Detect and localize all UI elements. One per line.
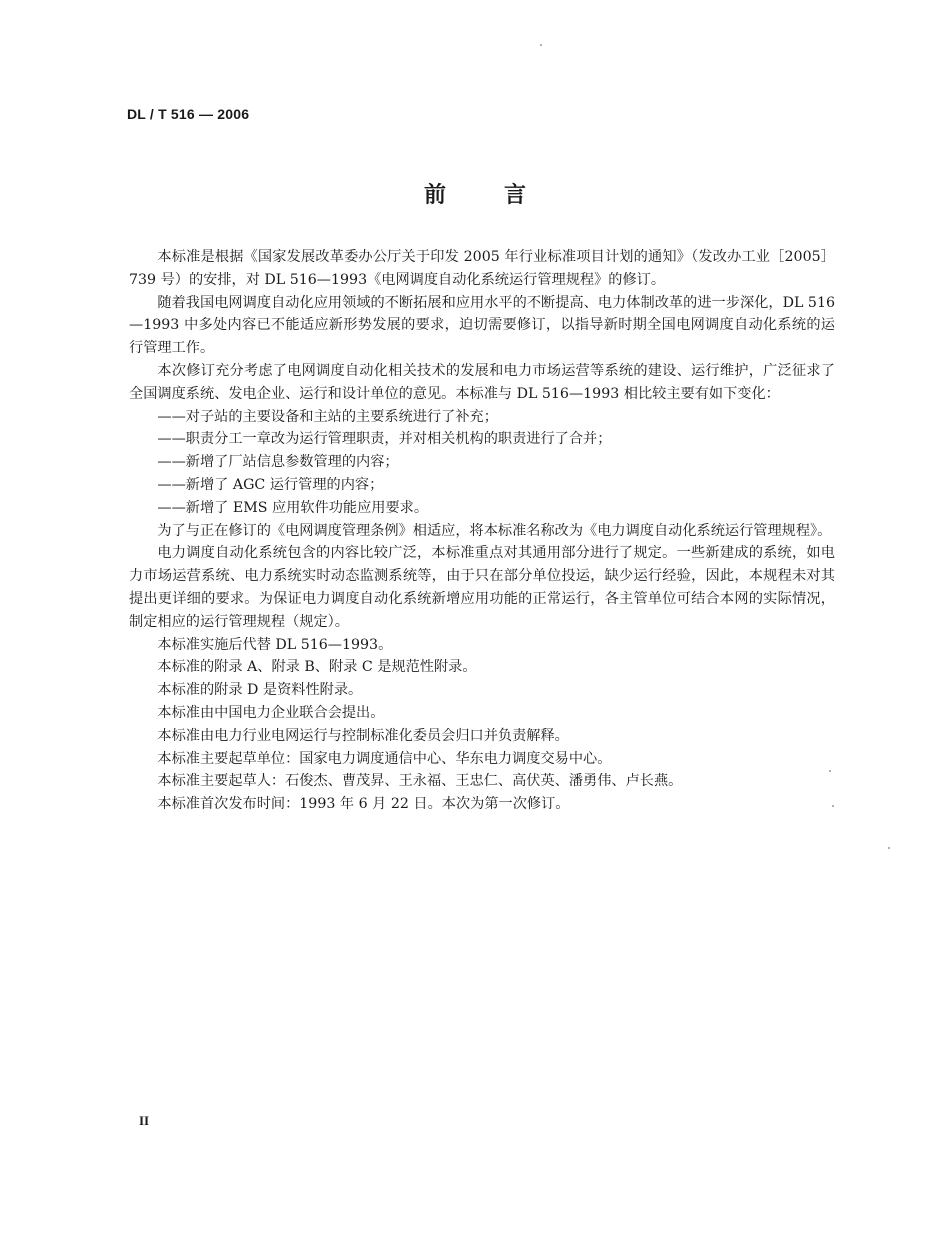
paragraph: 本标准是根据《国家发展改革委办公厅关于印发 2005 年行业标准项目计划的通知》（发改办工业［2005］739 号）的安排，对 DL 516—1993《电网调度自动化系统运行管理规程》的修订。 bbox=[129, 249, 835, 288]
paragraph: 本标准主要起草人：石俊杰、曹茂昇、王永福、王忠仁、高伏英、潘勇伟、卢长燕。 bbox=[157, 773, 683, 790]
paragraph: 本次修订充分考虑了电网调度自动化相关技术的发展和电力市场运营等系统的建设、运行维护，广泛征求了全国调度系统、发电企业、运行和设计单位的意见。本标准与 DL 516—1993 相比较主要有如下变化： bbox=[129, 362, 835, 402]
scan-speck bbox=[888, 847, 890, 849]
paragraph: 本标准的附录 A、附录 B、附录 C 是规范性附录。 bbox=[157, 659, 477, 676]
paragraph: 本标准主要起草单位：国家电力调度通信中心、华东电力调度交易中心。 bbox=[157, 750, 612, 767]
page-number: II bbox=[139, 1113, 150, 1128]
scan-speck bbox=[832, 805, 834, 807]
scan-speck bbox=[829, 770, 831, 772]
paragraph: 本标准由中国电力企业联合会提出。 bbox=[157, 704, 385, 721]
list-item: ——职责分工一章改为运行管理职责，并对相关机构的职责进行了合并； bbox=[157, 431, 612, 448]
paragraph: 本标准首次发布时间：1993 年 6 月 22 日。本次为第一次修订。 bbox=[157, 796, 570, 813]
foreword-body bbox=[129, 246, 835, 816]
paragraph: 电力调度自动化系统包含的内容比较广泛，本标准重点对其通用部分进行了规定。一些新建成的系统，如电力市场运营系统、电力系统实时动态监测系统等，由于只在部分单位投运，缺少运行经验，因此，本规程未对其提出更详细的要求。为保证电力调度自动化系统新增应用功能的正常运行，各主管单位可结合本网的实际情况，制定相应的运行管理规程（规定）。 bbox=[129, 545, 835, 630]
paragraph: 为了与正在修订的《电网调度管理条例》相适应，将本标准名称改为《电力调度自动化系统运行管理规程》。 bbox=[157, 522, 832, 539]
list-item: ——新增了 EMS 应用软件功能应用要求。 bbox=[157, 499, 429, 516]
list-item: ——新增了厂站信息参数管理的内容； bbox=[157, 454, 399, 471]
paragraph: 随着我国电网调度自动化应用领域的不断拓展和应用水平的不断提高、电力体制改革的进一步深化，DL 516—1993 中多处内容已不能适应新形势发展的要求，迫切需要修订，以指导新时期全国电网调度自动化系统的运行管理工作。 bbox=[129, 294, 835, 357]
paragraph: 本标准的附录 D 是资料性附录。 bbox=[157, 682, 363, 699]
page-title bbox=[0, 178, 950, 209]
list-item: ——对子站的主要设备和主站的主要系统进行了补充； bbox=[157, 408, 498, 425]
paragraph: 本标准由电力行业电网运行与控制标准化委员会归口并负责解释。 bbox=[157, 727, 569, 744]
paragraph: 本标准实施后代替 DL 516—1993。 bbox=[157, 636, 393, 653]
title-char-1: 前 bbox=[423, 183, 446, 208]
title-char-2: 言 bbox=[504, 183, 527, 208]
document-code: DL / T 516 — 2006 bbox=[127, 106, 250, 122]
list-item: ——新增了 AGC 运行管理的内容； bbox=[157, 476, 384, 493]
scan-speck bbox=[540, 44, 542, 46]
